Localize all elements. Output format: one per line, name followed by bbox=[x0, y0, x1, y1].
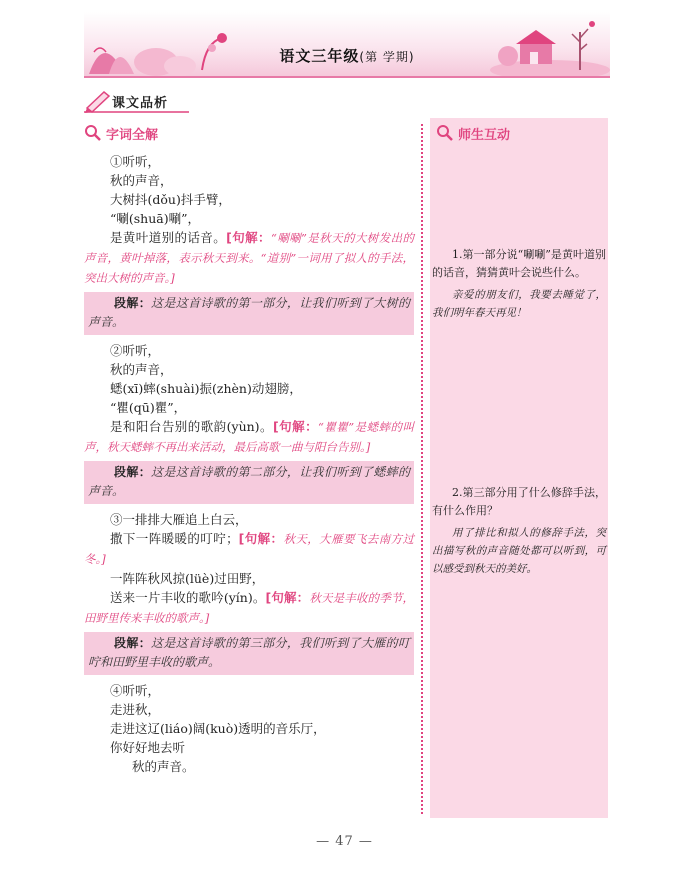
page-number: — 47 — bbox=[316, 834, 373, 849]
question-text: 1.第一部分说“唰唰”是黄叶道别的话音，猜猜黄叶会说些什么。 bbox=[432, 248, 606, 279]
column-divider bbox=[421, 124, 423, 814]
poem-line: “唰(shuā)唰”， bbox=[110, 211, 201, 226]
answer-text: 用了排比和拟人的修辞手法，突出描写秋的声音随处都可以听到，可以感受到秋天的美好。 bbox=[432, 527, 606, 575]
section-heading bbox=[84, 88, 204, 114]
answer-text: 亲爱的朋友们，我要去睡觉了，我们明年春天再见！ bbox=[432, 289, 606, 319]
house-tree-decoration-icon bbox=[490, 12, 610, 76]
paragraph-summary bbox=[84, 632, 414, 675]
question-text: 2.第三部分用了什么修辞手法，有什么作用？ bbox=[432, 486, 606, 517]
poem-line: ①听听， bbox=[110, 154, 161, 169]
poem-line-with-note bbox=[84, 588, 414, 628]
poem-line: 蟋(xī)蟀(shuài)振(zhèn)动翅膀， bbox=[110, 381, 302, 396]
note-text: 秋天，大雁要飞去南方过冬。] bbox=[84, 532, 414, 566]
note-label: [句解： bbox=[272, 419, 319, 434]
flower-decoration-icon bbox=[84, 12, 234, 76]
poem-line: 一阵阵秋风掠(lüè)过田野， bbox=[110, 571, 265, 586]
poem-line: 走进秋， bbox=[110, 702, 161, 717]
summary-label: 段解： bbox=[114, 465, 152, 479]
left-heading-text: 字词全解 bbox=[106, 127, 159, 143]
note-label: [句解： bbox=[265, 590, 310, 605]
section-title: 课文品析 bbox=[112, 96, 169, 111]
poem-line: 是黄叶道别的话音。 bbox=[110, 230, 227, 245]
note-text: 秋天是丰收的季节，田野里传来丰收的歌声。] bbox=[84, 591, 414, 625]
question-1 bbox=[432, 246, 606, 322]
note-text: “唰唰”是秋天的大树发出的声音，黄叶掉落，表示秋天到来。“道别”一词用了拟人的手法，突出大树的声音。] bbox=[84, 231, 414, 285]
paragraph-summary bbox=[84, 292, 414, 335]
poem-line: ③一排排大雁追上白云， bbox=[110, 512, 248, 527]
right-panel bbox=[430, 118, 608, 818]
right-heading-text: 师生互动 bbox=[458, 127, 511, 143]
poem-line-with-note bbox=[84, 228, 414, 288]
poem-line: 送来一片丰收的歌吟(yín)。 bbox=[110, 590, 266, 605]
poem-line: 秋的声音。 bbox=[132, 759, 195, 774]
note-text: “瞿瞿”是蟋蟀的叫声，秋天蟋蟀不再出来活动，最后高歌一曲与阳台告别。] bbox=[84, 420, 414, 454]
page-header bbox=[84, 12, 610, 78]
poem-line: 撒下一阵暖暖的叮咛； bbox=[110, 531, 239, 546]
left-column bbox=[84, 152, 414, 776]
left-column-heading bbox=[84, 122, 158, 144]
book-title: 语文三年级(第 学期) bbox=[279, 47, 415, 65]
summary-text: 这是这首诗歌的第二部分，让我们听到了蟋蟀的声音。 bbox=[88, 465, 410, 498]
poem-line-with-note bbox=[84, 529, 414, 569]
poem-line: 你好好地去听 bbox=[110, 740, 186, 755]
magnifier-icon bbox=[436, 124, 454, 142]
summary-text: 这是这首诗歌的第三部分，我们听到了大雁的叮咛和田野里丰收的歌声。 bbox=[88, 636, 410, 669]
poem-line: 是和阳台告别的歌韵(yùn)。 bbox=[110, 419, 273, 434]
poem-line: “瞿(qū)瞿”， bbox=[110, 400, 187, 415]
poem-line: 秋的声音， bbox=[110, 173, 173, 188]
note-label: [句解： bbox=[238, 531, 284, 546]
summary-label: 段解： bbox=[114, 636, 152, 650]
paragraph-summary bbox=[84, 461, 414, 504]
note-label: [句解： bbox=[226, 230, 271, 245]
right-column-heading bbox=[436, 122, 510, 144]
summary-text: 这是这首诗歌的第一部分，让我们听到了大树的声音。 bbox=[88, 296, 410, 329]
poem-line: ④听听， bbox=[110, 683, 161, 698]
poem-line: ②听听， bbox=[110, 343, 161, 358]
section-underline bbox=[84, 110, 204, 114]
poem-line-with-note bbox=[84, 417, 414, 457]
poem-line: 秋的声音， bbox=[110, 362, 173, 377]
summary-label: 段解： bbox=[114, 296, 152, 310]
magnifier-icon bbox=[84, 124, 102, 142]
question-2 bbox=[432, 484, 606, 578]
poem-line: 大树抖(dǒu)抖手臂， bbox=[110, 192, 231, 207]
poem-line: 走进这辽(liáo)阔(kuò)透明的音乐厅， bbox=[110, 721, 326, 736]
